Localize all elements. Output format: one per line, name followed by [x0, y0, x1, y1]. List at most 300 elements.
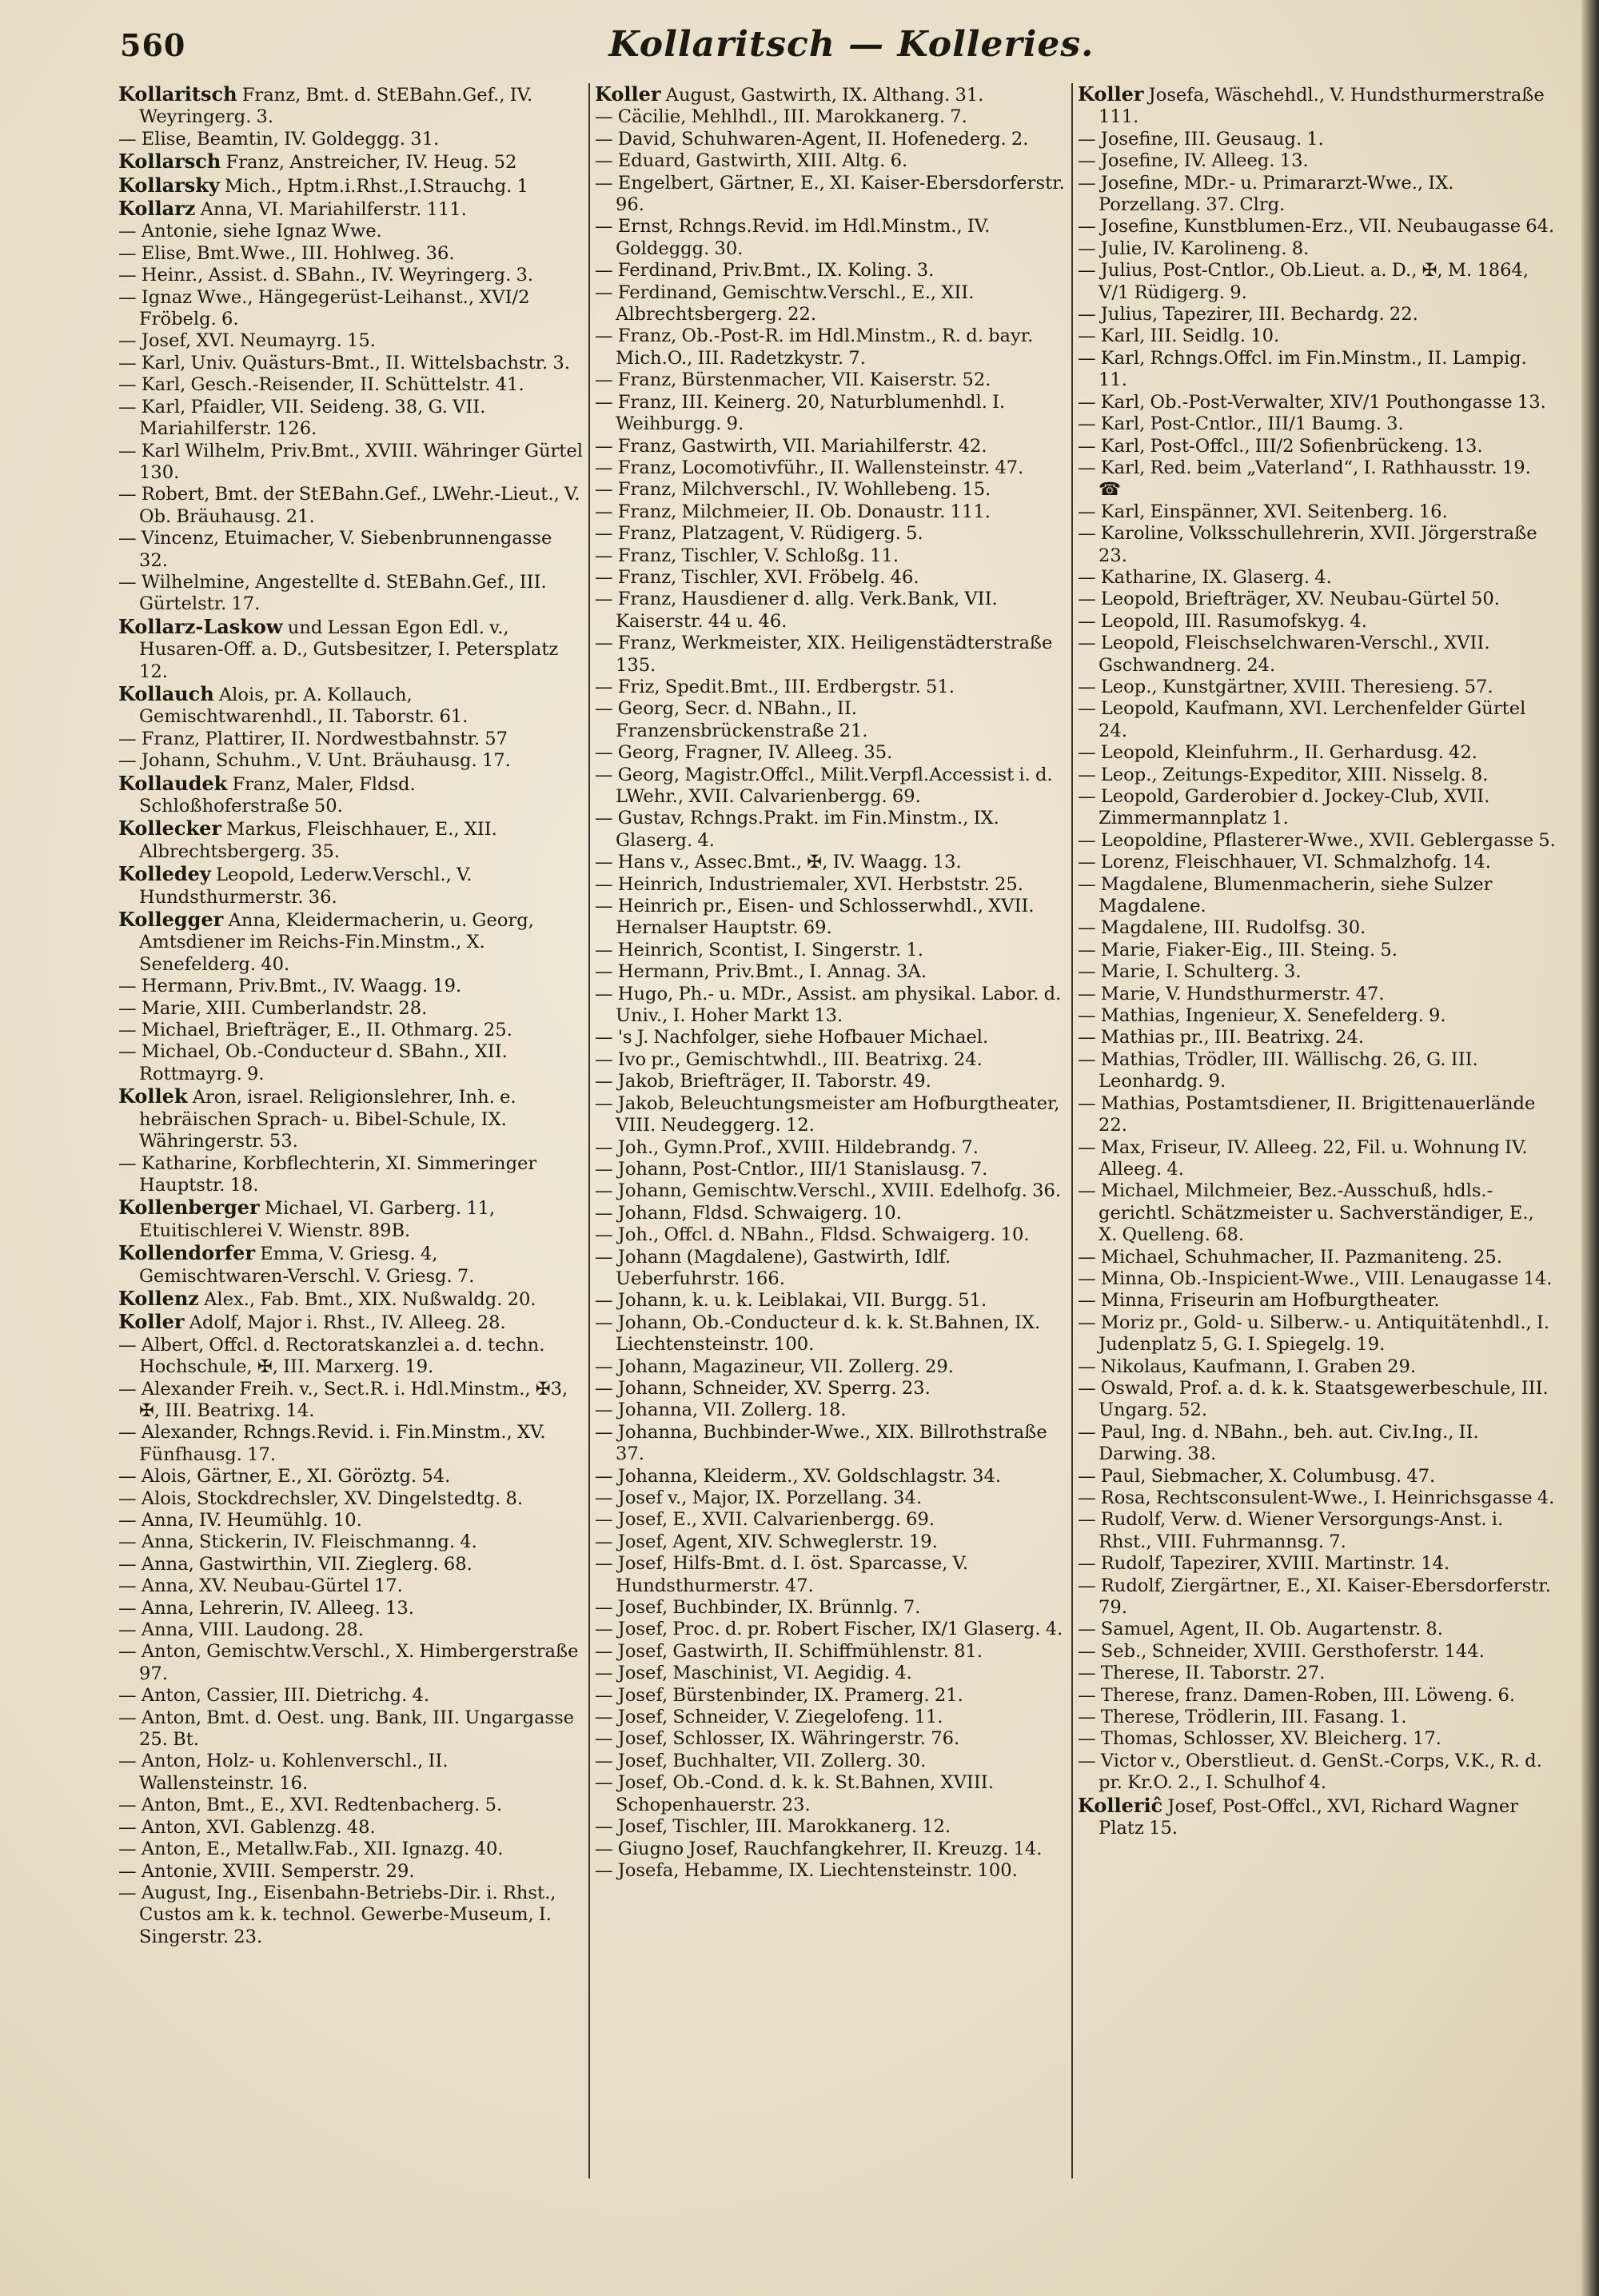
directory-entry	[1078, 304, 1557, 325]
directory-entry	[1078, 238, 1557, 260]
directory-entry	[595, 392, 1067, 436]
entry-text: Aron, israel. Religionslehrer, Inh. e. hebräischen Sprach- u. Bibel-Schule, IX. Währingerstr. 53.	[139, 1087, 516, 1152]
entry-text: — Minna, Ob.-Inspicient-Wwe., VIII. Lenaugasse 14.	[1078, 1268, 1553, 1289]
entry-surname: Kolledey	[118, 862, 211, 886]
directory-entry	[595, 589, 1067, 633]
entry-text: — 's J. Nachfolger, siehe Hofbauer Michael.	[595, 1027, 989, 1048]
directory-entry	[118, 1839, 584, 1860]
entry-text: — Joh., Gymn.Prof., XVIII. Hildebrandg. 7.	[595, 1136, 979, 1158]
entry-text: Anna, VI. Mariahilferstr. 111.	[195, 199, 467, 221]
directory-entry	[118, 572, 584, 616]
directory-entry	[595, 1619, 1067, 1640]
directory-entry	[595, 1663, 1067, 1684]
entry-surname: Kollarsch	[118, 150, 221, 174]
entry-surname: Kollaritsch	[118, 83, 237, 106]
entry-text: — Leopold, Fleischselchwaren-Verschl., XVII. Gschwandnerg. 24.	[1078, 633, 1490, 676]
directory-entry	[1078, 1575, 1557, 1619]
directory-entry	[1078, 961, 1557, 983]
entry-text: — Elise, Beamtin, IV. Goldeggg. 31.	[118, 128, 440, 150]
entry-text: — Josefine, Kunstblumen-Erz., VII. Neubaugasse 64.	[1078, 216, 1555, 238]
entry-text: — Anton, E., Metallw.Fab., XII. Ignazg. 40.	[118, 1839, 504, 1860]
entry-text: — Marie, V. Hundsthurmerstr. 47.	[1078, 983, 1385, 1004]
directory-entry	[1078, 1509, 1557, 1553]
directory-entry	[595, 1312, 1067, 1356]
directory-entry	[118, 129, 584, 150]
entry-text: — Karoline, Volksschullehrerin, XVII. Jörgerstraße 23.	[1078, 523, 1537, 566]
entry-text: — Michael, Ob.-Conducteur d. SBahn., XII. Rottmayrg. 9.	[118, 1041, 508, 1084]
directory-entry	[118, 1311, 584, 1334]
entry-text: — Ignaz Wwe., Hängegerüst-Leihanst., XVI/2 Fröbelg. 6.	[118, 286, 530, 330]
entry-text: — Hermann, Priv.Bmt., I. Annag. 3A.	[595, 961, 927, 983]
directory-entry	[118, 1707, 584, 1751]
directory-entry	[1078, 392, 1557, 413]
entry-text: — Katharine, Korbflechterin, XI. Simmeringer Hauptstr. 18.	[118, 1152, 537, 1196]
directory-entry	[118, 1554, 584, 1575]
directory-entry	[1078, 457, 1557, 501]
entry-text: — Magdalene, Blumenmacherin, siehe Sulzer Magdalene.	[1078, 873, 1493, 917]
directory-entry	[1078, 1027, 1557, 1048]
directory-entry	[1078, 589, 1557, 610]
entry-text: — Johann, Post-Cntlor., III/1 Stanislausg. 7.	[595, 1158, 988, 1180]
entry-text: — Franz, Bürstenmacher, VII. Kaiserstr. 52.	[595, 369, 991, 391]
directory-entry	[1078, 83, 1557, 129]
entry-text: — Anna, XV. Neubau-Gürtel 17.	[118, 1575, 403, 1597]
entry-text: — Hugo, Ph.- u. MDr., Assist. am physikal. Labor. d. Univ., I. Hoher Markt 13.	[595, 983, 1062, 1027]
entry-text: — Seb., Schneider, XVIII. Gersthoferstr. 144.	[1078, 1640, 1485, 1662]
entry-text: — Lorenz, Fleischhauer, VI. Schmalzhofg. 14.	[1078, 852, 1491, 873]
entry-text: — Therese, franz. Damen-Roben, III. Löweng. 6.	[1078, 1684, 1516, 1706]
entry-text: — Victor v., Oberstlieut. d. GenSt.-Corps, V.K., R. d. pr. Kr.O. 2., I. Schulhof 4.	[1078, 1750, 1542, 1794]
entry-text: — Karl, Gesch.-Reisender, II. Schüttelstr. 41.	[118, 374, 524, 396]
directory-entry	[118, 243, 584, 265]
directory-entry	[1078, 501, 1557, 523]
directory-entry	[118, 83, 584, 129]
entry-text: — Anna, Stickerin, IV. Fleischmanng. 4.	[118, 1531, 477, 1553]
entry-text: — Anna, Gastwirthin, VII. Zieglerg. 68.	[118, 1553, 473, 1575]
directory-entry	[595, 874, 1067, 896]
entry-text: — Josef, Proc. d. pr. Robert Fischer, IX/1 Glaserg. 4.	[595, 1619, 1063, 1640]
directory-entry	[595, 260, 1067, 282]
directory-entry	[1078, 150, 1557, 172]
directory-entry	[118, 1598, 584, 1619]
entry-text: — Therese, II. Taborstr. 27.	[1078, 1663, 1326, 1684]
entry-text: Franz, Bmt. d. StEBahn.Gef., IV. Weyringerg. 3.	[139, 85, 533, 128]
entry-text: — Josef, Buchbinder, IX. Brünnlg. 7.	[595, 1597, 921, 1619]
entry-text: — August, Ing., Eisenbahn-Betriebs-Dir. i. Rhst., Custos am k. k. technol. Gewerbe-Museum, I. Singerstr. 23.	[118, 1882, 556, 1947]
entry-surname: Kollaudek	[118, 771, 228, 795]
directory-entry	[595, 1466, 1067, 1487]
entry-text: — Antonie, siehe Ignaz Wwe.	[118, 221, 382, 242]
entry-text: — Mathias, Ingenieur, X. Senefelderg. 9.	[1078, 1005, 1446, 1027]
directory-entry	[118, 265, 584, 286]
directory-entry	[1078, 216, 1557, 238]
entry-text: — Heinrich, Industriemaler, XVI. Herbststr. 25.	[595, 873, 1023, 895]
entry-text: — Johann (Magdalene), Gastwirth, Idlf. Ueberfuhrstr. 166.	[595, 1246, 951, 1289]
directory-entry	[118, 616, 584, 683]
entry-text: — Rudolf, Verw. d. Wiener Versorgungs-Anst. i. Rhst., VIII. Fuhrmannsg. 7.	[1078, 1509, 1504, 1552]
directory-entry	[1078, 917, 1557, 939]
entry-text: — Josef v., Major, IX. Porzellang. 34.	[595, 1487, 923, 1508]
entry-text: — Franz, Werkmeister, XIX. Heiligenstädterstraße 135.	[595, 633, 1053, 676]
entry-text: — Josefine, III. Geusaug. 1.	[1078, 128, 1324, 150]
directory-entry	[1078, 1641, 1557, 1663]
directory-entry	[118, 1242, 584, 1288]
directory-entry	[595, 1597, 1067, 1619]
directory-entry	[1078, 1553, 1557, 1575]
entry-text: — Gustav, Rchngs.Prakt. im Fin.Minstm., IX. Glaserg. 4.	[595, 808, 999, 851]
directory-entry	[595, 479, 1067, 501]
directory-entry	[118, 1085, 584, 1152]
entry-text: Alois, pr. A. Kollauch, Gemischtwarenhdl., II. Taborstr. 61.	[139, 684, 469, 728]
directory-entry	[595, 1553, 1067, 1597]
entry-surname: Kollauch	[118, 681, 214, 705]
directory-entry	[595, 1728, 1067, 1750]
entry-text: — Josef, E., XVII. Calvarienbergg. 69.	[595, 1509, 935, 1531]
entry-text: Leopold, Lederw.Verschl., V. Hundsthurmerstr. 36.	[139, 864, 473, 908]
entry-text: — Marie, XIII. Cumberlandstr. 28.	[118, 997, 428, 1019]
directory-entry	[595, 545, 1067, 567]
entry-text: — Anton, Gemischtw.Verschl., X. Himbergerstraße 97.	[118, 1641, 579, 1684]
directory-entry	[1078, 325, 1557, 347]
directory-entry	[1078, 1247, 1557, 1268]
directory-entry	[118, 1153, 584, 1197]
entry-surname: Kollendorfer	[118, 1241, 255, 1265]
directory-entry	[118, 683, 584, 729]
directory-entry	[595, 282, 1067, 326]
directory-entry	[595, 325, 1067, 369]
directory-entry	[1078, 765, 1557, 786]
entry-surname: Kollarsky	[118, 173, 220, 197]
directory-entry	[118, 863, 584, 908]
entry-text: — Max, Friseur, IV. Alleeg. 22, Fil. u. Wohnung IV. Alleeg. 4.	[1078, 1136, 1528, 1180]
directory-entry	[118, 817, 584, 863]
entry-text: — Josef, Schneider, V. Ziegelofeng. 11.	[595, 1707, 943, 1728]
directory-entry	[118, 976, 584, 997]
entry-text: — Franz, Tischler, V. Schloßg. 11.	[595, 545, 899, 566]
directory-entry	[118, 397, 584, 441]
directory-entry	[595, 1751, 1067, 1772]
entry-text: und Lessan Egon Edl. v., Husaren-Off. a. D., Gutsbesitzer, I. Petersplatz 12.	[139, 617, 559, 682]
entry-text: — Hans v., Assec.Bmt., ✠, IV. Waagg. 13.	[595, 852, 962, 873]
directory-entry	[1078, 1180, 1557, 1246]
directory-entry	[1078, 1728, 1557, 1750]
directory-entry	[1078, 567, 1557, 589]
entry-text: — Johanna, VII. Zollerg. 18.	[595, 1400, 847, 1421]
directory-entry	[1078, 984, 1557, 1005]
entry-text: — Elise, Bmt.Wwe., III. Hohlweg. 36.	[118, 242, 455, 264]
directory-entry	[118, 1795, 584, 1816]
directory-entry	[595, 1049, 1067, 1071]
entry-text: — Johann, Ob.-Conducteur d. k. k. St.Bahnen, IX. Liechtensteinstr. 100.	[595, 1312, 1041, 1356]
directory-entry	[1078, 1751, 1557, 1795]
directory-entry	[1078, 611, 1557, 633]
entry-text: — Josef, XVI. Neumayrg. 15.	[118, 330, 376, 352]
entry-surname: Koller	[118, 1310, 185, 1334]
directory-entry	[118, 1466, 584, 1487]
directory-entry	[118, 198, 584, 221]
directory-entry	[1078, 1466, 1557, 1487]
directory-entry	[1078, 348, 1557, 392]
directory-entry	[595, 1027, 1067, 1048]
directory-entry	[595, 1378, 1067, 1400]
directory-entry	[595, 501, 1067, 523]
directory-entry	[595, 106, 1067, 128]
entry-text: Anna, Kleidermacherin, u. Georg, Amtsdiener im Reichs-Fin.Minstm., X. Senefelderg. 40.	[139, 910, 534, 975]
directory-entry	[118, 1379, 584, 1423]
directory-entry	[595, 1224, 1067, 1246]
directory-entry	[1078, 413, 1557, 435]
directory-entry	[595, 852, 1067, 873]
entry-text: — Karl, Post-Offcl., III/2 Sofienbrückeng. 13.	[1078, 435, 1483, 457]
entry-text: — Alois, Gärtner, E., XI. Göröztg. 54.	[118, 1466, 451, 1487]
entry-text: — Josef, Tischler, III. Marokkanerg. 12.	[595, 1816, 951, 1838]
running-head: Kollaritsch — Kolleries.	[608, 24, 1095, 65]
directory-entry	[118, 150, 584, 174]
entry-text: — Leopoldine, Pflasterer-Wwe., XVII. Geblergasse 5.	[1078, 829, 1556, 851]
directory-entry	[595, 1137, 1067, 1159]
entry-text: — Leopold, III. Rasumofskyg. 4.	[1078, 610, 1367, 632]
directory-entry	[1078, 173, 1557, 217]
entry-text: — Josef, Schlosser, IX. Währingerstr. 76.	[595, 1728, 960, 1750]
entry-text: Markus, Fleischhauer, E., XII. Albrechtsbergerg. 35.	[139, 819, 497, 862]
entry-text: — David, Schuhwaren-Agent, II. Hofenederg. 2.	[595, 128, 1029, 150]
directory-entry	[595, 1093, 1067, 1137]
directory-entry	[595, 961, 1067, 983]
entry-text: — Alexander, Rchngs.Revid. i. Fin.Minstm., XV. Fünfhausg. 17.	[118, 1422, 546, 1465]
entry-text: — Franz, Gastwirth, VII. Mariahilferstr. 42.	[595, 435, 987, 457]
entry-surname: Kollegger	[118, 908, 224, 932]
entry-text: — Joh., Offcl. d. NBahn., Fldsd. Schwaigerg. 10.	[595, 1224, 1030, 1246]
column-divider	[1071, 83, 1073, 2178]
directory-entry	[118, 1422, 584, 1466]
entry-surname: Kollenz	[118, 1286, 199, 1310]
entry-text: — Anna, IV. Heumühlg. 10.	[118, 1510, 362, 1531]
entry-text: — Karl, III. Seidlg. 10.	[1078, 325, 1280, 347]
directory-entry	[595, 742, 1067, 764]
entry-text: Emma, V. Griesg. 4, Gemischtwaren-Verschl. V. Griesg. 7.	[139, 1244, 475, 1287]
entry-text: Adolf, Major i. Rhst., IV. Alleeg. 28.	[184, 1312, 506, 1334]
directory-entry	[118, 1861, 584, 1883]
directory-entry	[118, 1041, 584, 1085]
entry-text: — Johann, Gemischtw.Verschl., XVIII. Edelhofg. 36.	[595, 1180, 1062, 1202]
entry-surname: Kollecker	[118, 817, 221, 841]
directory-entry	[595, 1290, 1067, 1312]
entry-text: — Michael, Schuhmacher, II. Pazmaniteng. 25.	[1078, 1246, 1502, 1268]
directory-entry	[118, 750, 584, 772]
entry-text: — Anton, XVI. Gablenzg. 48.	[118, 1816, 376, 1838]
directory-entry	[595, 896, 1067, 940]
column-2	[595, 83, 1067, 2258]
directory-entry	[118, 374, 584, 396]
entry-text: — Josef, Hilfs-Bmt. d. I. öst. Sparcasse, V. Hundsthurmerstr. 47.	[595, 1553, 969, 1596]
directory-entry	[595, 1860, 1067, 1882]
entry-text: — Johann, Schuhm., V. Unt. Bräuhausg. 17.	[118, 750, 511, 772]
entry-text: — Giugno Josef, Rauchfangkehrer, II. Kreuzg. 14.	[595, 1838, 1043, 1859]
directory-entry	[1078, 1663, 1557, 1684]
entry-text: — Therese, Trödlerin, III. Fasang. 1.	[1078, 1707, 1407, 1728]
directory-entry	[595, 1203, 1067, 1224]
directory-entry	[1078, 1049, 1557, 1093]
directory-entry	[595, 1356, 1067, 1378]
entry-text: — Johanna, Buchbinder-Wwe., XIX. Billrothstraße 37.	[595, 1421, 1047, 1465]
page-header	[120, 24, 1583, 69]
entry-text: — Ivo pr., Gemischtwhdl., III. Beatrixg. 24.	[595, 1048, 983, 1070]
directory-entry	[595, 1685, 1067, 1707]
directory-entry	[118, 908, 584, 976]
entry-text: — Marie, I. Schulterg. 3.	[1078, 961, 1302, 983]
directory-entry	[1078, 1685, 1557, 1707]
directory-entry	[1078, 1795, 1557, 1840]
entry-text: — Michael, Briefträger, E., II. Othmarg. 25.	[118, 1020, 512, 1041]
page-number: 560	[120, 27, 186, 63]
entry-text: — Robert, Bmt. der StEBahn.Gef., LWehr.-Lieut., V. Ob. Bräuhausg. 21.	[118, 484, 580, 527]
directory-entry	[595, 150, 1067, 172]
entry-surname: Koller	[1078, 83, 1144, 106]
directory-entry	[1078, 523, 1557, 567]
directory-entry	[595, 1707, 1067, 1728]
entry-text: — Josef, Gastwirth, II. Schiffmühlenstr. 81.	[595, 1640, 983, 1662]
entry-text: — Johann, Schneider, XV. Sperrg. 23.	[595, 1377, 931, 1399]
entry-text: — Alexander Freih. v., Sect.R. i. Hdl.Minstm., ✠3, ✠, III. Beatrixg. 14.	[118, 1378, 568, 1421]
entry-text: — Franz, Milchmeier, II. Ob. Donaustr. 111.	[595, 501, 991, 522]
entry-surname: Kollarz-Laskow	[118, 614, 283, 638]
directory-entry	[595, 457, 1067, 479]
directory-entry	[118, 1020, 584, 1041]
entry-text: Alex., Fab. Bmt., XIX. Nußwaldg. 20.	[198, 1288, 536, 1310]
directory-entry	[1078, 1356, 1557, 1378]
directory-entry	[118, 353, 584, 374]
entry-text: — Hermann, Priv.Bmt., IV. Waagg. 19.	[118, 976, 462, 997]
entry-surname: Kollenberger	[118, 1196, 260, 1220]
directory-entry	[595, 940, 1067, 961]
entry-text: — Samuel, Agent, II. Ob. Augartenstr. 8.	[1078, 1619, 1443, 1640]
entry-text: — Julius, Post-Cntlor., Ob.Lieut. a. D., ✠, M. 1864, V/1 Rüdigerg. 9.	[1078, 260, 1529, 303]
entry-text: — Johann, Magazineur, VII. Zollerg. 29.	[595, 1356, 954, 1377]
entry-text: — Georg, Fragner, IV. Alleeg. 35.	[595, 742, 893, 764]
entry-text: — Josefa, Hebamme, IX. Liechtensteinstr. 100.	[595, 1859, 1018, 1881]
directory-entry	[595, 1247, 1067, 1291]
entry-text: — Ferdinand, Priv.Bmt., IX. Koling. 3.	[595, 260, 935, 282]
entry-text: — Mathias, Postamtsdiener, II. Brigittenauerlände 22.	[1078, 1092, 1536, 1136]
directory-entry	[595, 1641, 1067, 1663]
directory-entry	[118, 1619, 584, 1641]
entry-text: — Josef, Ob.-Cond. d. k. k. St.Bahnen, XVIII. Schopenhauerstr. 23.	[595, 1772, 994, 1815]
entry-surname: Kollek	[118, 1084, 188, 1108]
entry-text: August, Gastwirth, IX. Althang. 31.	[660, 85, 984, 106]
directory-entry	[595, 1772, 1067, 1816]
column-divider	[588, 83, 590, 2178]
entry-text: Josefa, Wäschehdl., V. Hundsthurmerstraße 111.	[1099, 85, 1545, 128]
directory-entry	[595, 633, 1067, 677]
entry-text: — Anton, Cassier, III. Dietrichg. 4.	[118, 1685, 430, 1707]
entry-text: — Franz, Locomotivführ., II. Wallensteinstr. 47.	[595, 457, 1024, 478]
entry-text: — Moriz pr., Gold- u. Silberw.- u. Antiquitätenhdl., I. Judenplatz 5, G. I. Spiegelg. 19.	[1078, 1312, 1550, 1356]
entry-text: — Paul, Siebmacher, X. Columbusg. 47.	[1078, 1465, 1436, 1487]
directory-entry	[595, 698, 1067, 742]
column-3	[1078, 83, 1557, 2258]
directory-entry	[1078, 633, 1557, 677]
entry-text: — Rudolf, Ziergärtner, E., XI. Kaiser-Ebersdorferstr. 79.	[1078, 1575, 1551, 1619]
directory-entry	[1078, 260, 1557, 304]
entry-text: — Josef, Agent, XIV. Schweglerstr. 19.	[595, 1531, 938, 1552]
entry-text: — Eduard, Gastwirth, XIII. Altg. 6.	[595, 150, 908, 172]
directory-entry	[118, 1488, 584, 1510]
entry-text: — Karl, Post-Cntlor., III/1 Baumg. 3.	[1078, 413, 1404, 435]
directory-entry	[1078, 677, 1557, 698]
directory-entry	[118, 441, 584, 485]
entry-text: — Karl, Pfaidler, VII. Seideng. 38, G. VII. Mariahilferstr. 126.	[118, 396, 486, 440]
page-edge-shadow	[1581, 0, 1599, 2296]
directory-entry	[1078, 830, 1557, 852]
directory-entry	[1078, 1378, 1557, 1422]
directory-entry	[1078, 436, 1557, 457]
directory-entry	[595, 1531, 1067, 1553]
entry-text: — Georg, Secr. d. NBahn., II. Franzensbrückenstraße 21.	[595, 698, 868, 741]
entry-text: — Karl, Einspänner, XVI. Seitenberg. 16.	[1078, 501, 1448, 522]
directory-entry	[1078, 786, 1557, 830]
directory-columns	[118, 83, 1573, 2258]
entry-text: — Cäcilie, Mehlhdl., III. Marokkanerg. 7.	[595, 106, 967, 128]
directory-entry	[118, 528, 584, 572]
entry-text: — Leopold, Garderobier d. Jockey-Club, XVII. Zimmermannplatz 1.	[1078, 786, 1490, 829]
directory-entry	[1078, 129, 1557, 150]
directory-entry	[595, 216, 1067, 260]
directory-entry	[595, 1839, 1067, 1860]
directory-entry	[595, 1816, 1067, 1838]
entry-text: — Franz, Plattirer, II. Nordwestbahnstr. 57	[118, 728, 508, 749]
entry-text: — Jakob, Briefträger, II. Taborstr. 49.	[595, 1071, 931, 1092]
entry-text: Mich., Hptm.i.Rhst.,I.Strauchg. 1	[219, 175, 528, 197]
directory-entry	[595, 1400, 1067, 1421]
directory-entry	[595, 1422, 1067, 1466]
directory-entry	[118, 1751, 584, 1795]
entry-text: — Magdalene, III. Rudolfsg. 30.	[1078, 917, 1366, 939]
entry-text: — Anna, VIII. Laudong. 28.	[118, 1619, 364, 1641]
directory-entry	[118, 287, 584, 331]
entry-text: — Mathias pr., III. Beatrixg. 24.	[1078, 1027, 1364, 1048]
entry-text: — Karl Wilhelm, Priv.Bmt., XVIII. Währinger Gürtel 130.	[118, 440, 583, 483]
directory-entry	[118, 221, 584, 242]
entry-text: — Leopold, Briefträger, XV. Neubau-Gürtel 50.	[1078, 589, 1500, 610]
directory-entry	[1078, 1487, 1557, 1509]
entry-text: — Karl, Univ. Quästurs-Bmt., II. Wittelsbachstr. 3.	[118, 352, 570, 373]
entry-text: — Leop., Kunstgärtner, XVIII. Theresieng. 57.	[1078, 676, 1493, 697]
entry-text: — Anton, Bmt. d. Oest. ung. Bank, III. Ungargasse 25. Bt.	[118, 1707, 575, 1751]
entry-text: — Karl, Ob.-Post-Verwalter, XIV/1 Pouthongasse 13.	[1078, 391, 1546, 413]
directory-entry	[118, 330, 584, 352]
entry-text: — Georg, Magistr.Offcl., Milit.Verpfl.Accessist i. d. LWehr., XVII. Calvarienbergg. 69.	[595, 764, 1053, 807]
directory-entry	[118, 998, 584, 1020]
entry-text: — Franz, Tischler, XVI. Fröbelg. 46.	[595, 566, 919, 588]
entry-text: — Heinr., Assist. d. SBahn., IV. Weyringerg. 3.	[118, 265, 534, 286]
directory-entry	[1078, 1093, 1557, 1137]
entry-text: — Karl, Red. beim „Vaterland“, I. Rathhausstr. 19. ☎	[1078, 457, 1531, 501]
entry-surname: Kollarz	[118, 197, 196, 221]
entry-text: — Franz, Milchverschl., IV. Wohllebeng. 15.	[595, 479, 991, 501]
directory-entry	[1078, 1005, 1557, 1027]
entry-text: — Michael, Milchmeier, Bez.-Ausschuß, hdls.-gerichtl. Schätzmeister u. Sachverständiger, E., X. Quelleng. 68.	[1078, 1180, 1534, 1246]
directory-entry	[118, 773, 584, 818]
entry-text: — Paul, Ing. d. NBahn., beh. aut. Civ.Ing., II. Darwing. 38.	[1078, 1421, 1479, 1465]
directory-entry	[595, 1180, 1067, 1202]
column-1	[118, 83, 584, 2258]
directory-entry	[118, 1817, 584, 1839]
entry-text: — Anton, Bmt., E., XVI. Redtenbacherg. 5.	[118, 1795, 503, 1816]
directory-entry	[118, 1510, 584, 1531]
entry-text: — Josef, Maschinist, VI. Aegidig. 4.	[595, 1663, 912, 1684]
directory-entry	[118, 1641, 584, 1685]
directory-entry	[118, 1575, 584, 1597]
